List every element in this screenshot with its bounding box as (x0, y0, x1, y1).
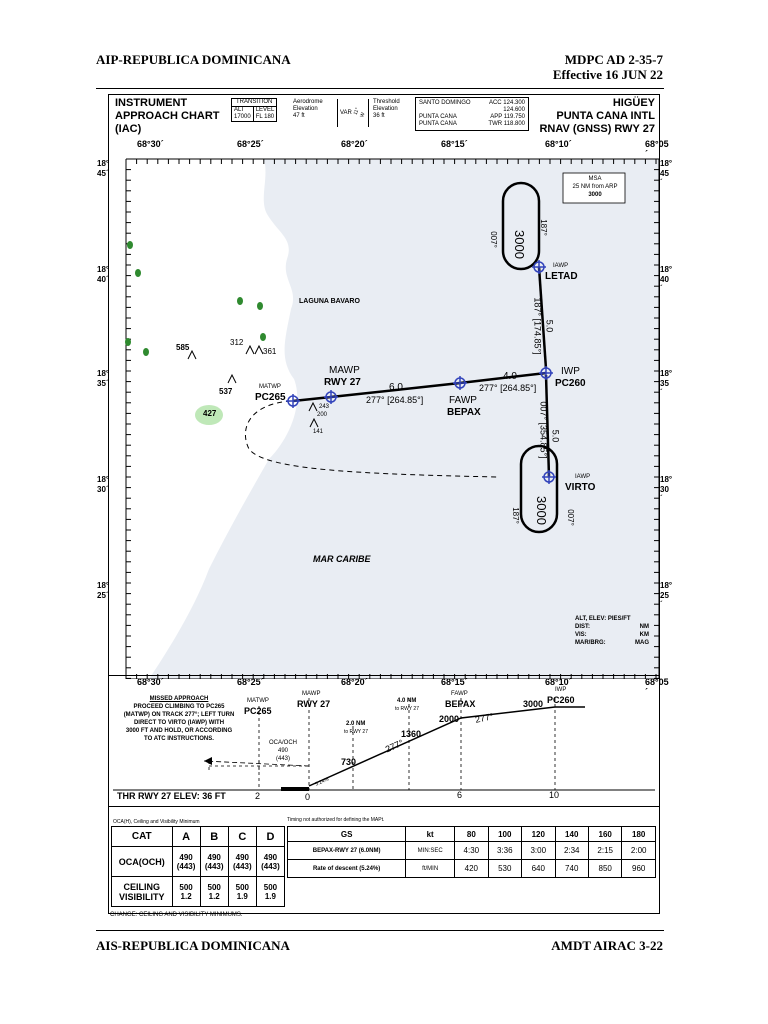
minima-table: CAT A B C D OCA(OCH) 490 (443) 490 (443) 490 (443) 490 (443) CEILING VISIBILITY 500 1.2 500 1.2 500 1.9 500 1.9 (111, 826, 285, 907)
lat-label-right: 45´ (660, 169, 669, 187)
elev-427: 427 (203, 409, 217, 418)
mar-caribe-label: MAR CARIBE (313, 554, 371, 564)
iwp-leg-dist: 4.0 (503, 371, 517, 382)
virto-role: IAWP (575, 474, 591, 480)
letad-leg-track: 187° [174.85°] (532, 297, 543, 355)
change-note: CHANGE: CEILING AND VISIBILITY MINIMUMS. (110, 912, 243, 918)
lat-label-left: 18° (97, 265, 110, 274)
lon-label-bottom: 68°15´ (441, 677, 468, 687)
chart-title (115, 97, 220, 136)
profile-matwp-role: MATWP (247, 698, 269, 704)
profile-oca: OCA/OCH 490 (443) (269, 740, 298, 762)
profile-bepax: BEPAX (445, 699, 476, 709)
mawp-role: MAWP (329, 365, 360, 376)
laguna-label: LAGUNA BAVARO (299, 298, 360, 305)
elev-243: 243 (319, 404, 330, 410)
profile-dist-10: 10 (549, 790, 560, 800)
approach-chart (97, 94, 673, 914)
profile-alt-1360: 1360 (401, 729, 422, 739)
iwp-role: IWP (561, 366, 580, 377)
profile-track-1: 277° (474, 711, 495, 725)
threshold-elevation: Threshold Elevation 36 ft (373, 99, 400, 119)
profile-dist-2: 2 (255, 791, 261, 801)
lon-label-top: 68°05´ (645, 139, 669, 159)
profile-pc260: PC260 (547, 695, 575, 705)
chart-airport: HIGÜEY PUNTA CANA INTL RNAV (GNSS) RWY 27 (539, 97, 655, 135)
lat-label-left: 25´ (97, 591, 109, 600)
doc-id: MDPC AD 2-35-7 (564, 52, 663, 67)
profile-4nm: 4.0 NM (397, 698, 417, 704)
hold-bottom-outbound: 187° (510, 507, 520, 524)
lat-label-left: 18° (97, 159, 110, 168)
lat-label-right: 18° (660, 265, 673, 274)
fawp-leg-track: 277° [264.85°] (366, 395, 424, 405)
timing-caption: Timing not authorized for defining the MAPt. (287, 817, 385, 823)
minima-cat-header: CAT (112, 827, 173, 847)
matwp-role: MATWP (259, 384, 281, 390)
effective-date: Effective 16 JUN 22 (552, 67, 663, 82)
header-rule (96, 88, 664, 89)
profile-alt-2000: 2000 (439, 714, 460, 724)
var-box: VAR 11° W (337, 99, 369, 127)
lon-label-top: 68°15´ (441, 139, 468, 149)
header-right (553, 52, 663, 82)
elev-141: 141 (313, 429, 324, 435)
timing-gs: GS (288, 827, 406, 842)
elev-312: 312 (230, 338, 244, 347)
lat-label-right: 18° (660, 581, 673, 590)
lon-label-top: 68°30´ (137, 139, 164, 149)
lat-label-left: 18° (97, 581, 110, 590)
msa-text: MSA 25 NM from ARP 3000 (572, 176, 618, 198)
letad-role: IAWP (553, 263, 569, 269)
bepax-label: BEPAX (447, 407, 481, 418)
level-cell: LEVEL FL 180 (253, 107, 277, 122)
letad-leg-dist: 5.0 (544, 319, 555, 333)
elev-361: 361 (263, 347, 277, 356)
elev-585: 585 (176, 343, 190, 352)
profile-dist-0: 0 (305, 792, 311, 802)
profile-dist-6: 6 (457, 790, 463, 800)
alt-cell: ALT 17000 (232, 107, 254, 122)
profile-threshold-elev: THR RWY 27 ELEV: 36 FT (117, 791, 226, 801)
profile-2nm: 2.0 NM (346, 721, 366, 727)
virto-leg-dist: 5.0 (550, 429, 561, 443)
minima-oca-label: OCA(OCH) (112, 847, 173, 877)
frequency-box: SANTO DOMINGO ACC 124.300 124.600 PUNTA CANA APP 119.750 PUNTA CANA TWR 118.800 (415, 97, 529, 131)
elev-200: 200 (317, 412, 328, 418)
lon-label-bottom: 68°20´ (341, 677, 368, 687)
minima-caption: OCA(H), Ceiling and Visibility Minimum (113, 819, 200, 825)
lat-label-right: 25´ (660, 591, 669, 609)
profile-rwy27: RWY 27 (297, 699, 331, 709)
footer-right: AMDT AIRAC 3-22 (551, 938, 663, 953)
lon-label-bottom: 68°05´ (645, 677, 669, 697)
lon-label-top: 68°25´ (237, 139, 264, 149)
hold-bottom-inbound: 007° (565, 509, 575, 526)
profile-pc265: PC265 (244, 706, 272, 716)
elev-537: 537 (219, 387, 233, 396)
lat-label-left: 40´ (97, 275, 109, 284)
lat-label-right: 18° (660, 475, 673, 484)
profile-mawp-role: MAWP (302, 691, 321, 697)
lon-label-bottom: 68°10´ (545, 677, 572, 687)
timing-kt: kt (406, 827, 455, 842)
hold-bottom-alt: 3000 (533, 496, 549, 525)
pc265-label: PC265 (255, 392, 286, 403)
iwp-leg-track: 277° [264.85°] (479, 383, 537, 393)
lat-label-left: 35´ (97, 379, 109, 388)
hold-top-outbound: 007° (488, 231, 498, 248)
title-line-3: (IAC) (115, 123, 142, 135)
lat-label-right: 18° (660, 159, 673, 168)
lat-label-left: 18° (97, 369, 110, 378)
lat-label-left: 30´ (97, 485, 109, 494)
hold-top-alt: 3000 (511, 230, 527, 259)
profile-iwp-role: IWP (555, 687, 567, 693)
title-line-2: APPROACH CHART (115, 110, 220, 122)
footer-left: AIS-REPUBLICA DOMINICANA (96, 938, 290, 953)
rwy27-label: RWY 27 (324, 377, 361, 388)
lat-label-left: 18° (97, 475, 110, 484)
pc260-label: PC260 (555, 378, 586, 389)
aerodrome-elevation: Aerodrome Elevation 47 ft (293, 99, 323, 119)
transition-table (231, 98, 277, 122)
letad-label: LETAD (545, 271, 578, 282)
profile-alt-730: 730 (341, 757, 357, 767)
footer-rule (96, 930, 664, 931)
lat-label-right: 18° (660, 369, 673, 378)
profile-track-2: 277° (383, 737, 405, 755)
fawp-leg-dist: 6.0 (389, 382, 403, 393)
profile-2nm-to-rwy: to RWY 27 (344, 729, 368, 735)
title-line-1: INSTRUMENT (115, 97, 188, 109)
hold-top-inbound: 187° (538, 219, 548, 236)
virto-label: VIRTO (565, 482, 596, 493)
lat-label-right: 35´ (660, 379, 669, 397)
plan-view (109, 139, 659, 679)
profile-4nm-to-rwy: to RWY 27 (395, 706, 419, 712)
profile-alt-3000: 3000 (523, 699, 544, 709)
profile-gradient: 5.24% (314, 776, 330, 788)
profile-bottom-rule (109, 806, 659, 807)
lon-label-top: 68°10´ (545, 139, 572, 149)
lon-label-bottom: 68°30´ (137, 677, 164, 687)
transition-label: TRANSITION (232, 99, 277, 107)
header-left: AIP-REPUBLICA DOMINICANA (96, 52, 291, 67)
missed-approach-text: MISSED APPROACH PROCEED CLIMBING TO PC265 (MATWP) ON TRACK 277°; LEFT TURN DIRECT TO VIRTO (IAWP) WITH 3000 FT AND HOLD, OR ACCORDING TO ATC INSTRUCTIONS. (123, 696, 235, 742)
fawp-role: FAWP (449, 395, 477, 406)
lon-label-bottom: 68°25´ (237, 677, 264, 687)
profile-fawp-role: FAWP (451, 691, 468, 697)
lat-label-right: 30´ (660, 485, 669, 503)
timing-table: GS kt 80 100 120 140 160 180 BEPAX-RWY 27 (6.0NM) MIN:SEC 4:30 3:36 3:00 2:34 2:15 2:00 Rate of descent (5.24%) ft/MIN 420 530 640 740 850 960 (287, 826, 656, 878)
lat-label-left: 45´ (97, 169, 109, 178)
lon-label-top: 68°20´ (341, 139, 368, 149)
lat-label-right: 40´ (660, 275, 669, 293)
virto-leg-track: 007° [354.85°] (538, 401, 549, 459)
units-legend: ALT, ELEV: PIES/FT DIST: NM VIS: KM MAR/BRG: MAG (575, 616, 649, 646)
